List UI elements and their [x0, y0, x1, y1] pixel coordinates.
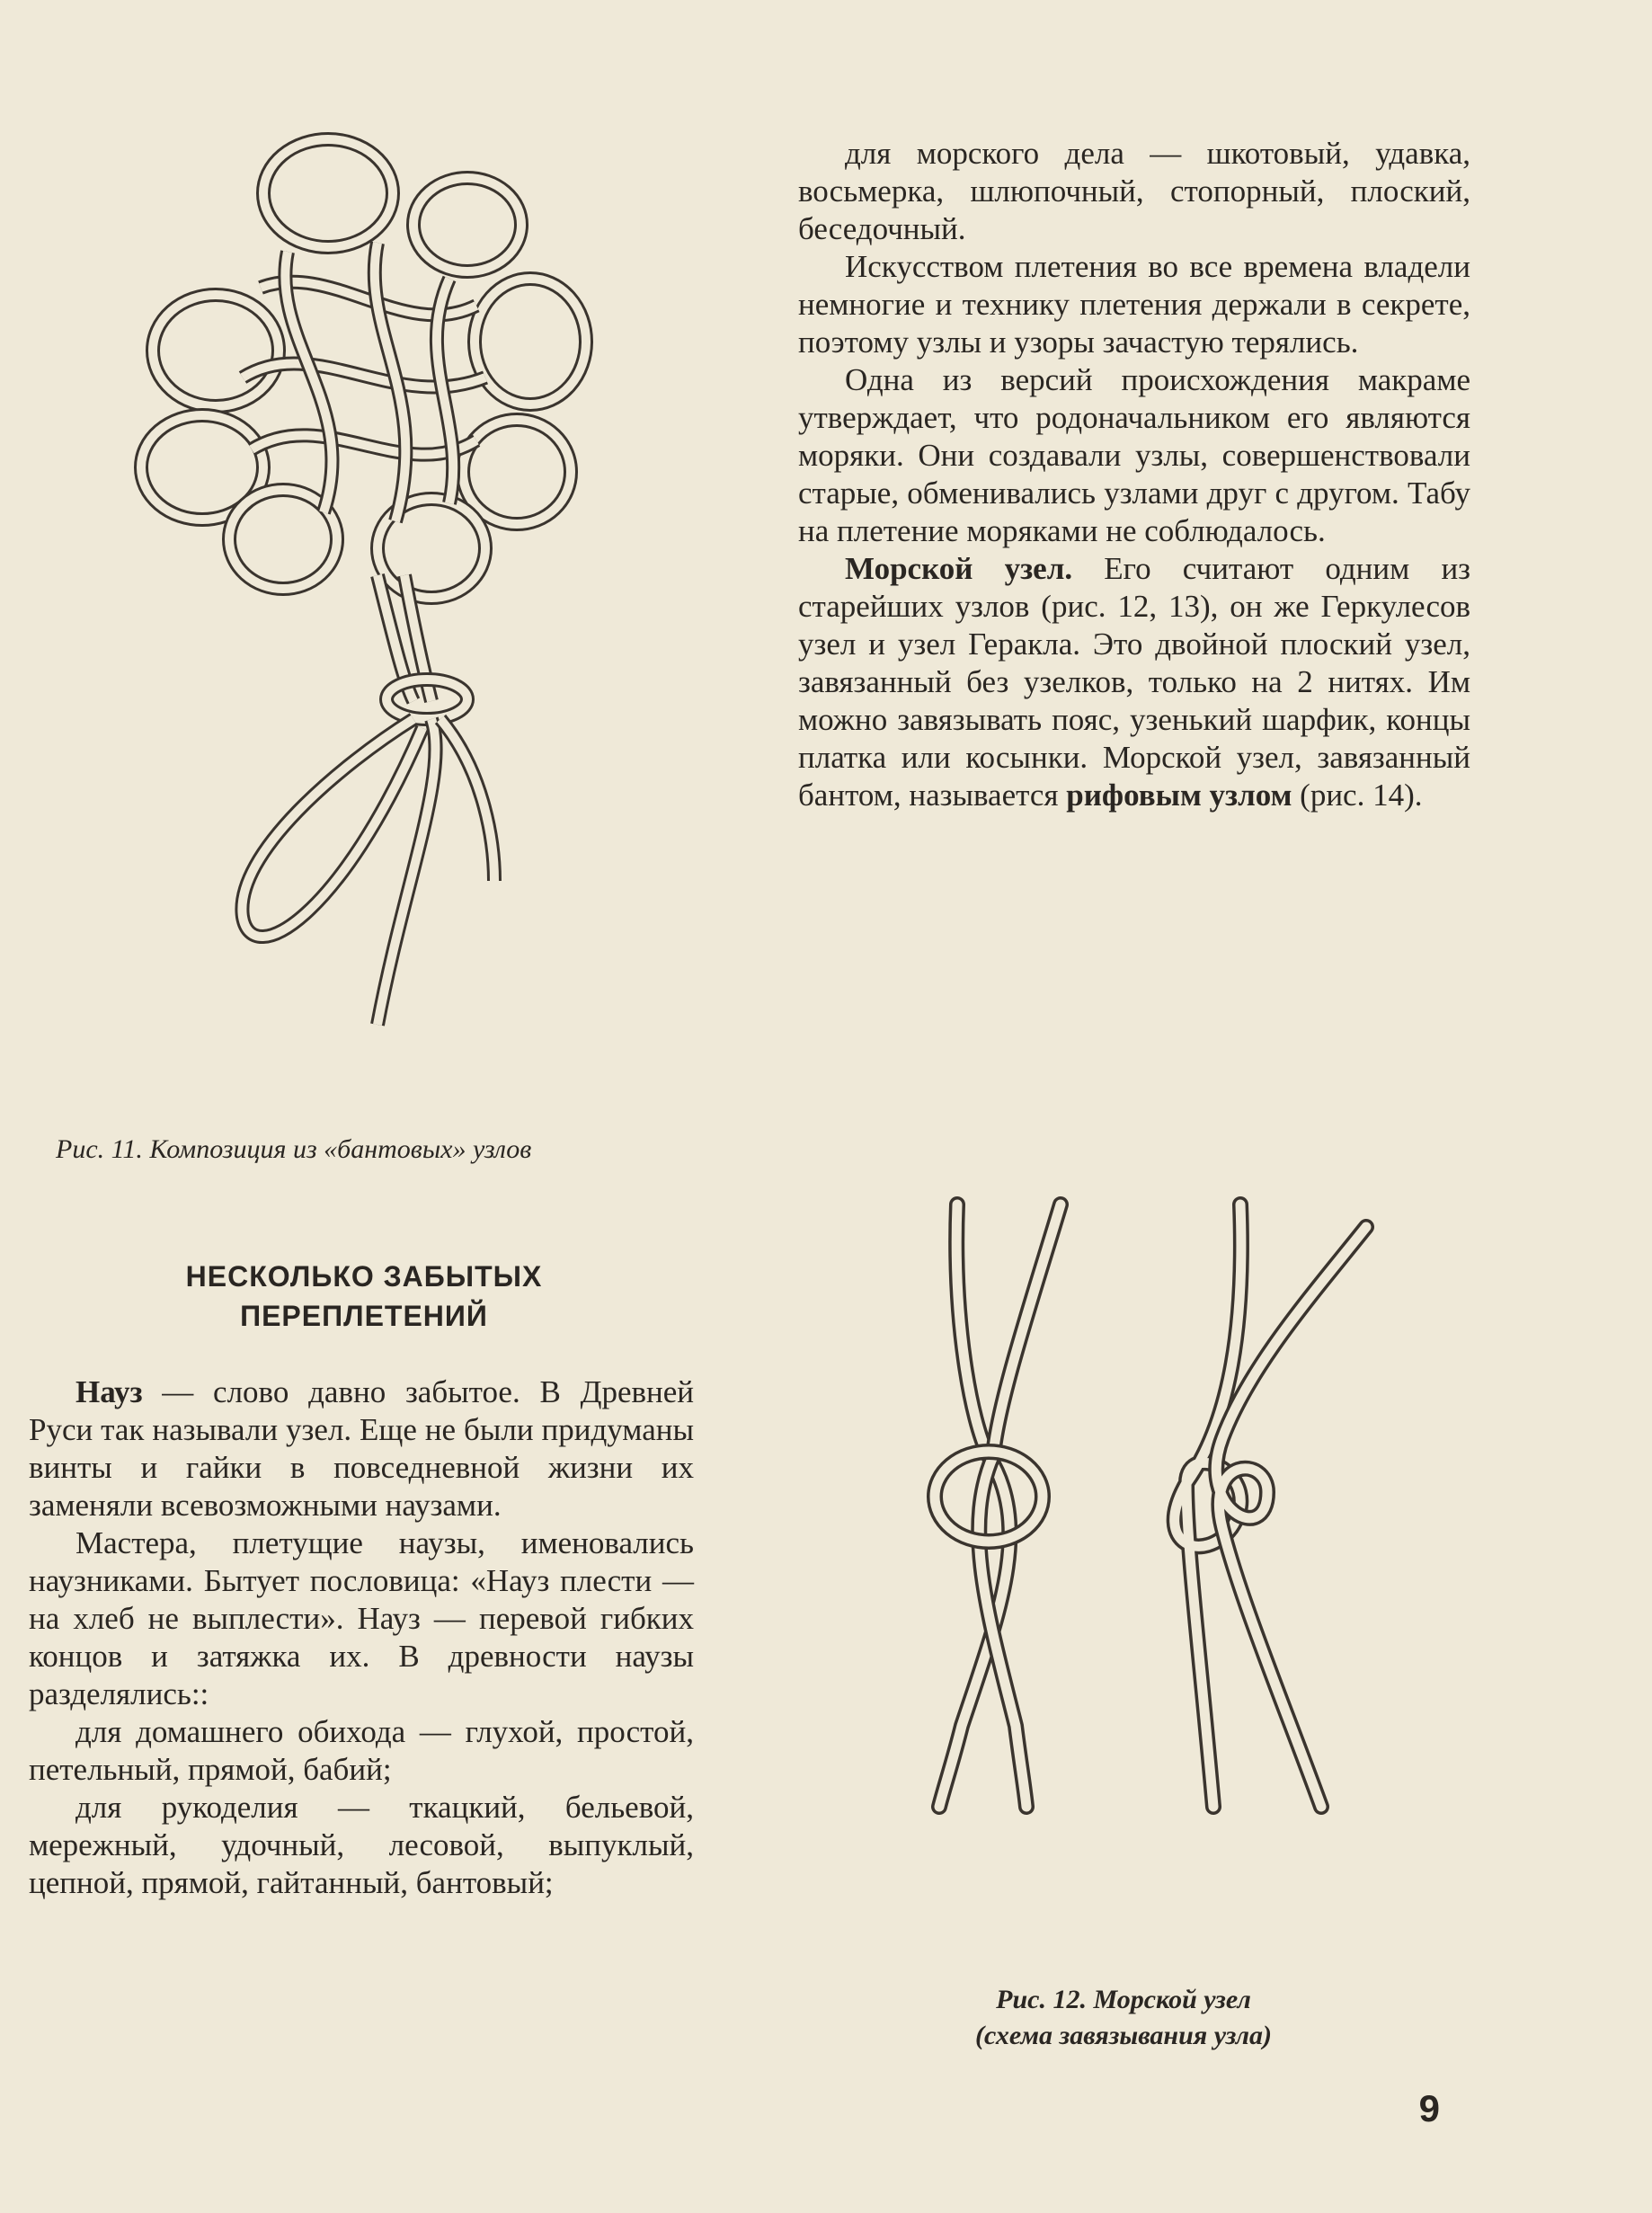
figure-12-caption-line-1: Рис. 12. Морской узел — [996, 1985, 1251, 2014]
paragraph-sea-knot-end: (рис. 14). — [1292, 778, 1423, 813]
figure-11-caption: Рис. 11. Композиция из «бантовых» узлов — [56, 1134, 532, 1164]
right-text-column — [798, 135, 1470, 814]
paragraph-needlework: для рукоделия — ткацкий, бельевой, мережный, удочный, лесовой, выпуклый, цепной, прямой, гайтанный, бантовый; — [29, 1790, 694, 1900]
figure-12-caption-line-2: (схема завязывания узла) — [975, 2021, 1272, 2050]
knot-diagram-left — [935, 1204, 1061, 1807]
section-heading-line-2: ПЕРЕПЛЕТЕНИЙ — [240, 1300, 488, 1332]
section-heading — [36, 1257, 692, 1336]
paragraph-household: для домашнего обихода — глухой, простой, петельный, прямой, бабий; — [29, 1714, 694, 1787]
paragraph-nauz-text: — слово давно забытое. В Древней Руси так называли узел. Еще не были придуманы винты и гайки в повседневной жизни их заменяли всевозможными наузами. — [29, 1374, 694, 1523]
paragraph-sea-knot-text: Его считают одним из старейших узлов (рис. 12, 13), он же Геркулесов узел и узел Геракла. Это двойной плоский узел, завязанный без узелков, только на 2 нитях. Им можно завязывать пояс, узенький шарфик, концы платка или косынки. Морской узел, завязанный бантом, называется — [798, 551, 1471, 813]
page-number: 9 — [1418, 2087, 1440, 2129]
term-reef-knot: рифовым узлом — [1066, 778, 1292, 813]
figure-12-caption — [926, 1982, 1321, 2054]
paragraph-nauz — [29, 1373, 694, 1524]
figure-11-knot-illustration — [108, 108, 647, 1052]
paragraph-sea-knots: для морского дела — шкотовый, удавка, восьмерка, шлюпочный, стопорный, плоский, беседочный. — [798, 136, 1470, 246]
figure-12-knot-diagram — [890, 1186, 1393, 1852]
term-nauz: Науз — [75, 1374, 143, 1409]
paragraph-weaving-art: Искусством плетения во все времена владели немногие и технику плетения держали в секрете, поэтому узлы и узоры зачастую терялись. — [798, 249, 1470, 360]
left-text-column — [29, 1373, 694, 1902]
term-sea-knot: Морской узел. — [845, 551, 1073, 586]
knot-diagram-right — [1175, 1204, 1366, 1807]
paragraph-macrame-origin: Одна из версий происхождения макраме утверждает, что родоначальником его являются моряки. Они создавали узлы, совершенствовали старые, обменивались узлами друг с другом. Табу на плетение моряками не соблюдалось. — [798, 362, 1470, 548]
section-heading-line-1: НЕСКОЛЬКО ЗАБЫТЫХ — [185, 1260, 543, 1293]
paragraph-sea-knot — [798, 550, 1470, 814]
paragraph-masters: Мастера, плетущие наузы, именовались наузниками. Бытует пословица: «Науз плести — на хлеб не выплести». Науз — перевой гибких концов и затяжка их. В древности наузы разделялись:: — [29, 1525, 694, 1711]
